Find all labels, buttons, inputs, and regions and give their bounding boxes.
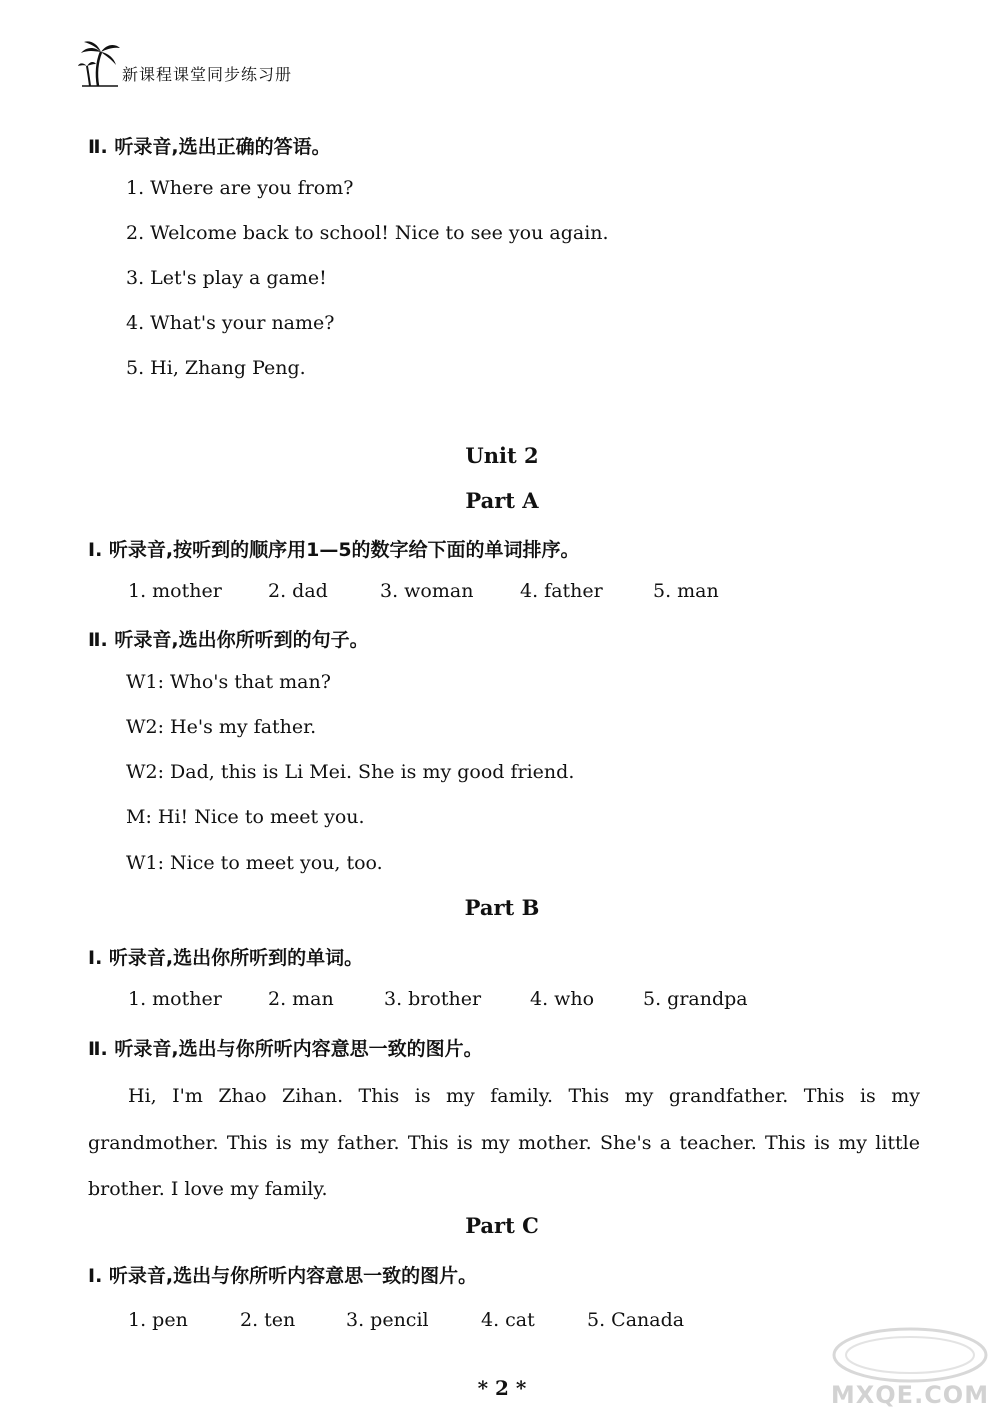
- watermark-text: MXQE.COM: [830, 1381, 990, 1409]
- section-heading: Ⅰ. 听录音,选出你所听到的单词。: [88, 947, 364, 969]
- listening-paragraph: Hi, I'm Zhao Zihan. This is my family. This my grandfather. This is my grandmother. This is my father. This is my mother. She's a teacher. This is my little brother. I love my family.: [88, 1085, 920, 1200]
- section-heading: Ⅰ. 听录音,选出与你所听内容意思一致的图片。: [88, 1265, 478, 1287]
- part-title: Part C: [465, 1213, 539, 1238]
- word-item: 4. cat: [481, 1309, 535, 1331]
- dialogue-line: W2: He's my father.: [126, 716, 317, 738]
- palm-tree-icon: [78, 40, 122, 88]
- section-heading: Ⅱ. 听录音,选出与你所听内容意思一致的图片。: [88, 1038, 483, 1060]
- dialogue-line: W1: Nice to meet you, too.: [126, 852, 383, 874]
- part-title: Part A: [465, 488, 539, 513]
- page-number: * 2 *: [477, 1376, 527, 1400]
- word-item: 4. father: [520, 580, 603, 602]
- word-item: 3. pencil: [346, 1309, 429, 1331]
- list-item: 4. What's your name?: [126, 312, 335, 334]
- word-item: 5. man: [653, 580, 719, 602]
- word-item: 1. mother: [128, 988, 222, 1010]
- part-title: Part B: [464, 895, 540, 920]
- word-item: 5. grandpa: [643, 988, 748, 1010]
- word-item: 1. pen: [128, 1309, 188, 1331]
- word-item: 1. mother: [128, 580, 222, 602]
- list-item: 2. Welcome back to school! Nice to see you again.: [126, 222, 609, 244]
- page-header: [78, 40, 378, 90]
- list-item: 1. Where are you from?: [126, 177, 354, 199]
- dialogue-line: M: Hi! Nice to meet you.: [126, 806, 365, 828]
- list-item: 5. Hi, Zhang Peng.: [126, 357, 306, 379]
- word-item: 5. Canada: [587, 1309, 685, 1331]
- dialogue-line: W1: Who's that man?: [126, 671, 331, 693]
- watermark-logo: [830, 1325, 990, 1420]
- dialogue-line: W2: Dad, this is Li Mei. She is my good friend.: [126, 761, 575, 783]
- section-heading: Ⅱ. 听录音,选出正确的答语。: [88, 136, 331, 158]
- word-item: 4. who: [530, 988, 595, 1010]
- list-item: 3. Let's play a game!: [126, 267, 327, 289]
- unit-title: Unit 2: [465, 443, 539, 468]
- header-title: 新课程课堂同步练习册: [122, 65, 293, 84]
- word-item: 3. brother: [384, 988, 482, 1010]
- section-heading: Ⅰ. 听录音,按听到的顺序用1—5的数字给下面的单词排序。: [88, 539, 580, 561]
- word-item: 2. dad: [268, 580, 328, 602]
- word-item: 3. woman: [380, 580, 474, 602]
- word-item: 2. ten: [240, 1309, 296, 1331]
- section-heading: Ⅱ. 听录音,选出你所听到的句子。: [88, 629, 369, 651]
- word-item: 2. man: [268, 988, 334, 1010]
- watermark-icon: [830, 1325, 990, 1383]
